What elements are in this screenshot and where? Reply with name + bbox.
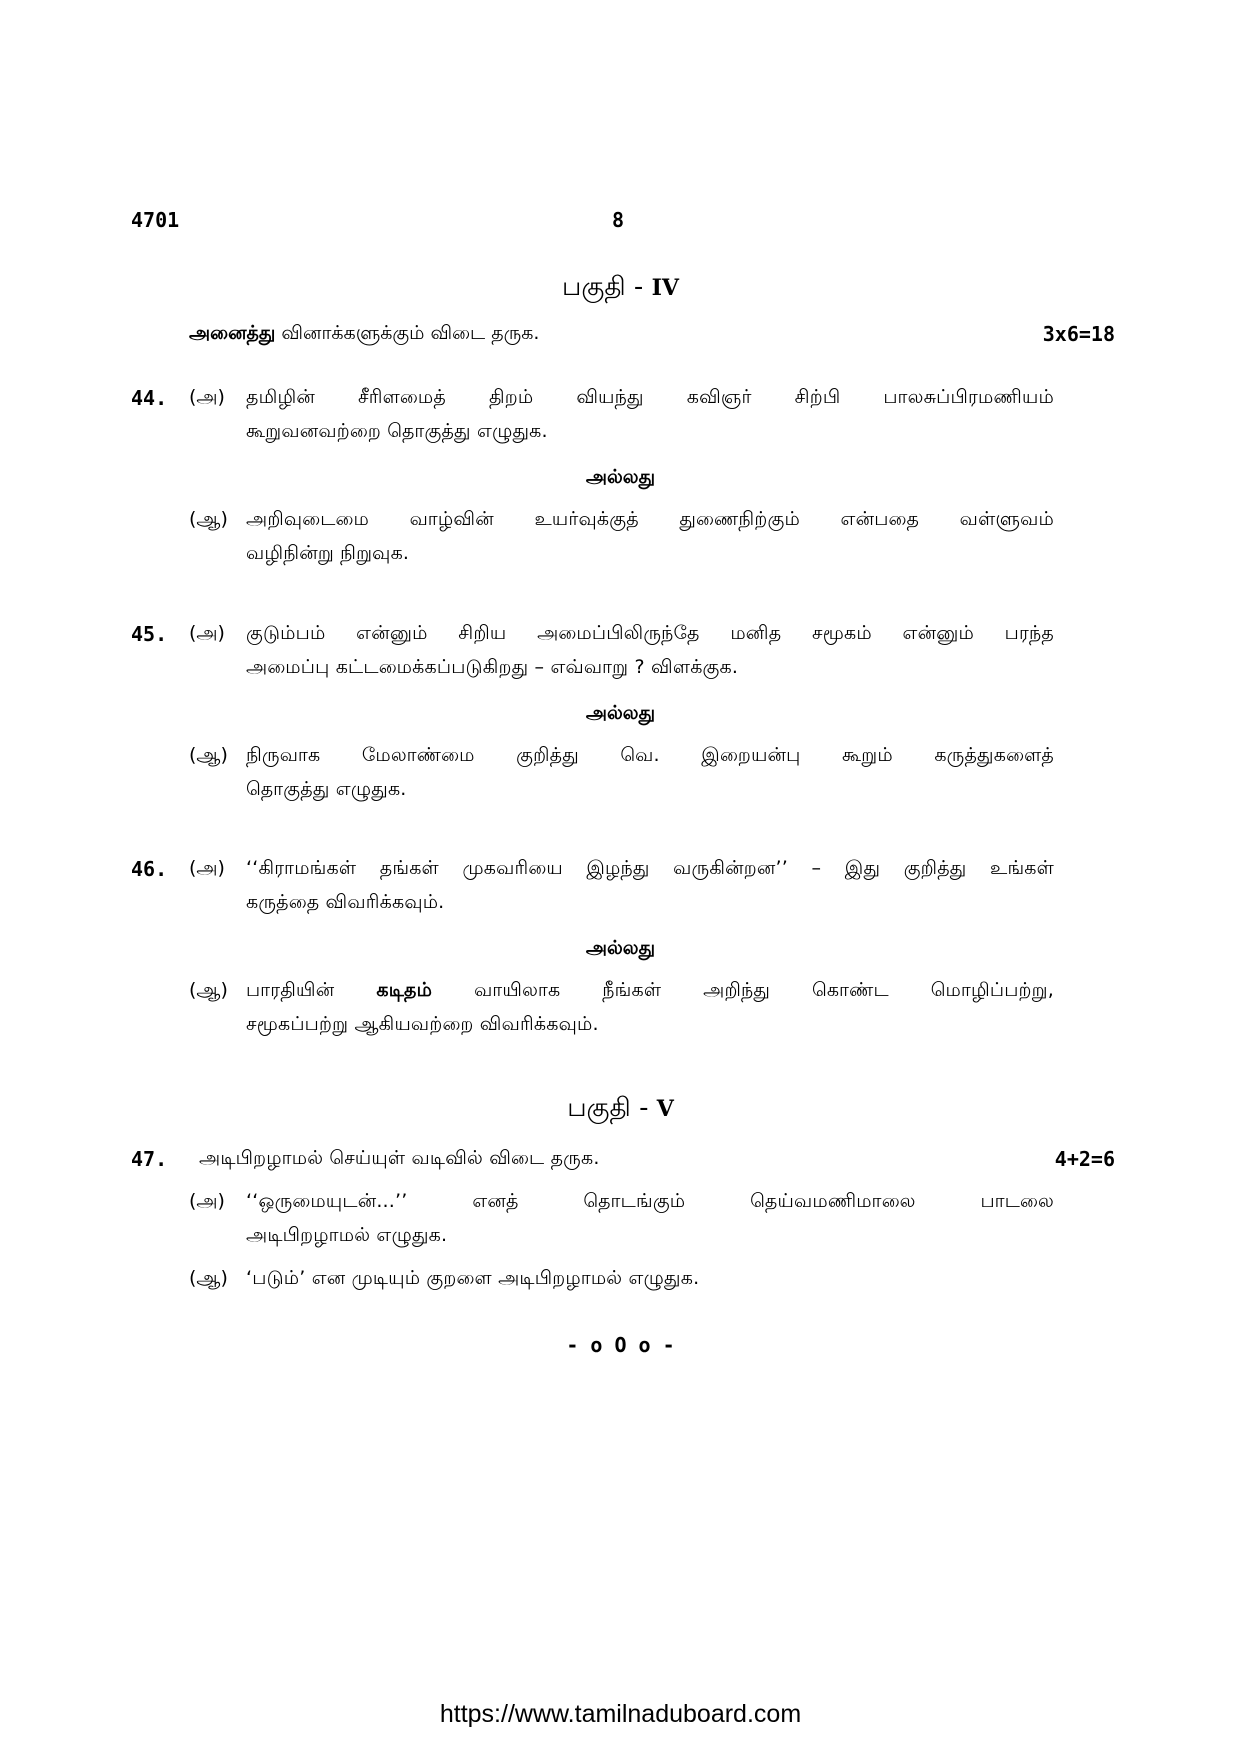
question-46-a-line-1: ‘‘கிராமங்கள் தங்கள் முகவரியை இழந்து வருகின்றன’’ – இது குறித்து உங்கள் bbox=[246, 857, 1054, 879]
footer-url[interactable]: https://www.tamilnaduboard.com bbox=[439, 1700, 802, 1728]
question-44-a-line-1: தமிழின் சீரிளமைத் திறம் வியந்து கவிஞர் சிற்பி பாலசுப்பிரமணியம் bbox=[246, 386, 1054, 408]
question-44-or: அல்லது bbox=[585, 466, 656, 488]
page-number: 8 bbox=[612, 208, 625, 232]
question-45-number: 45. bbox=[131, 622, 168, 646]
question-47-a-label: (அ) bbox=[189, 1190, 225, 1212]
question-44-b-label: (ஆ) bbox=[189, 508, 228, 530]
question-45-a-label: (அ) bbox=[189, 622, 225, 644]
question-46-b-line-1-post: வாயிலாக நீங்கள் அறிந்து கொண்ட மொழிப்பற்று, bbox=[474, 979, 1054, 1001]
question-46-number: 46. bbox=[131, 857, 168, 881]
part-4-instruction-bold: அனைத்து bbox=[189, 322, 276, 344]
part-4-marks: 3x6=18 bbox=[1042, 322, 1115, 346]
paper-code: 4701 bbox=[131, 208, 180, 232]
question-46-b-line-1 bbox=[246, 979, 1054, 1004]
question-44-number: 44. bbox=[131, 386, 168, 410]
question-45-a-line-2: அமைப்பு கட்டமைக்கப்படுகிறது – எவ்வாறு ? விளக்குக. bbox=[246, 656, 739, 678]
question-46-b-line-1-pre: பாரதியின் bbox=[246, 979, 335, 1001]
question-46-b-line-1-bold: கடிதம் bbox=[376, 979, 433, 1001]
question-47-instruction: அடிபிறழாமல் செய்யுள் வடிவில் விடை தருக. bbox=[199, 1147, 600, 1169]
question-46-a-label: (அ) bbox=[189, 857, 225, 879]
question-45-a-line-1: குடும்பம் என்னும் சிறிய அமைப்பிலிருந்தே மனித சமூகம் என்னும் பரந்த bbox=[246, 622, 1054, 644]
question-47-b-line-1: ‘படும்’ என முடியும் குறளை அடிபிறழாமல் எழுதுக. bbox=[246, 1267, 700, 1289]
question-45-b-line-1: நிருவாக மேலாண்மை குறித்து வெ. இறையன்பு கூறும் கருத்துகளைத் bbox=[246, 744, 1054, 766]
question-47-b-label: (ஆ) bbox=[189, 1267, 228, 1289]
question-44-a-line-2: கூறுவனவற்றை தொகுத்து எழுதுக. bbox=[246, 420, 548, 442]
question-45-b-line-2: தொகுத்து எழுதுக. bbox=[246, 778, 407, 800]
part-4-instruction-text: வினாக்களுக்கும் விடை தருக. bbox=[281, 322, 540, 344]
question-47-marks: 4+2=6 bbox=[1054, 1147, 1115, 1171]
question-47-a-line-2: அடிபிறழாமல் எழுதுக. bbox=[246, 1224, 448, 1246]
part-4-title-tamil: பகுதி - bbox=[562, 272, 644, 302]
question-47-number: 47. bbox=[131, 1147, 168, 1171]
question-46-or: அல்லது bbox=[585, 937, 656, 959]
question-45-or: அல்லது bbox=[585, 702, 656, 724]
part-4-title bbox=[0, 272, 1241, 305]
question-46-a-line-2: கருத்தை விவரிக்கவும். bbox=[246, 891, 445, 913]
question-46-b-line-2: சமூகப்பற்று ஆகியவற்றை விவரிக்கவும். bbox=[246, 1013, 599, 1035]
question-45-b-label: (ஆ) bbox=[189, 744, 228, 766]
part-4-instruction bbox=[189, 322, 539, 347]
question-47-a-line-1: ‘‘ஒருமையுடன்...’’ எனத் தொடங்கும் தெய்வமணிமாலை பாடலை bbox=[246, 1190, 1054, 1212]
part-4-title-roman: IV bbox=[651, 275, 679, 301]
question-44-b-line-2: வழிநின்று நிறுவுக. bbox=[246, 542, 410, 564]
question-46-b-label: (ஆ) bbox=[189, 979, 228, 1001]
part-5-title-roman: V bbox=[656, 1096, 674, 1122]
part-5-title bbox=[0, 1093, 1241, 1126]
question-44-a-label: (அ) bbox=[189, 386, 225, 408]
question-44-b-line-1: அறிவுடைமை வாழ்வின் உயர்வுக்குத் துணைநிற்கும் என்பதை வள்ளுவம் bbox=[246, 508, 1054, 530]
part-5-title-tamil: பகுதி - bbox=[567, 1093, 649, 1123]
end-of-paper-mark: - o O o - bbox=[566, 1333, 675, 1357]
